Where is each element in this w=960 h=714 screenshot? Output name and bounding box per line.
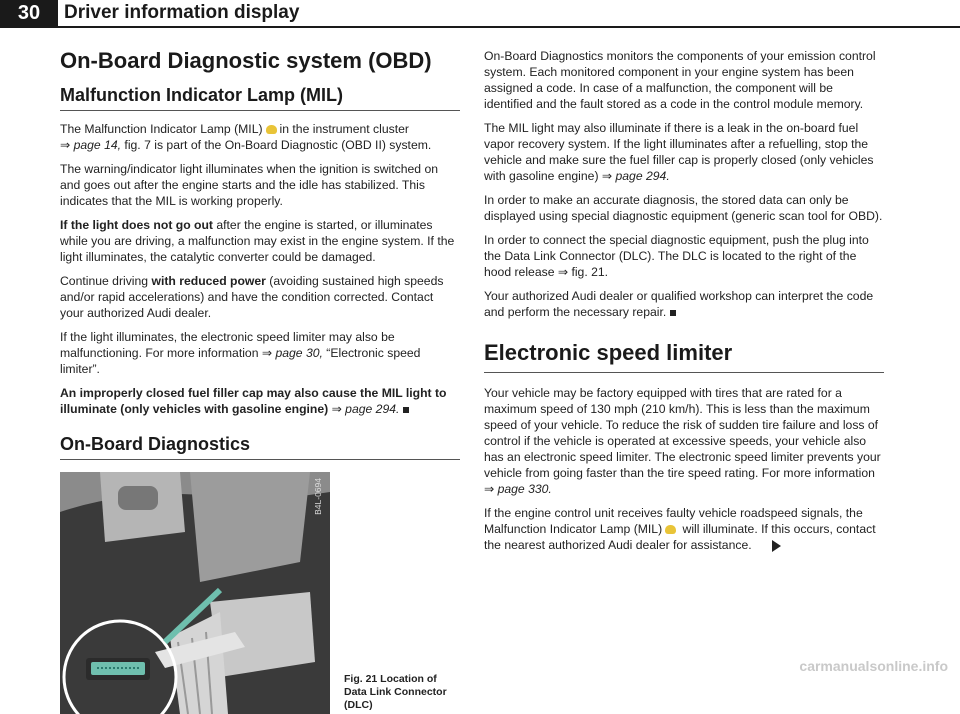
speed-paragraph-2: If the engine control unit receives faulty vehicle roadspeed signals, the Malfunction Indicator Lamp (MIL) will illuminate. If this occurs, contact the nearest authorized Audi dealer for assistance. xyxy=(484,506,876,552)
obd-paragraph-1: On-Board Diagnostics monitors the components of your emission control system. Each monitored component in your engine system has been assigned a code. In case of a malfunction, the component will be identified and the fault stored as a code in the control module memory. xyxy=(484,49,876,111)
speed-limiter-heading: Electronic speed limiter xyxy=(484,340,884,373)
dlc-illustration xyxy=(60,472,330,714)
end-of-section-mark-2 xyxy=(670,310,676,316)
page-330-link[interactable]: ⇒ page 330. xyxy=(484,482,552,496)
right-column xyxy=(484,48,884,561)
mil-paragraph-2: The warning/indicator light illuminates when the ignition is switched on and goes out after the engine starts and the idle has stabilized. This indicates that the MIL is working properly. xyxy=(60,162,439,208)
page-294-link[interactable]: ⇒ page 294. xyxy=(328,402,400,416)
mil-paragraph-5: If the light illuminates, the electronic speed limiter may also be malfunctioning. For more information ⇒ page 30, “Electronic speed limiter”. xyxy=(60,330,421,376)
watermark: carmanualsonline.info xyxy=(799,658,948,674)
obd-heading: On-Board Diagnostics xyxy=(60,433,460,460)
obd-paragraph-5: Your authorized Audi dealer or qualified workshop can interpret the code and perform the necessary repair. xyxy=(484,289,874,319)
page-30-link[interactable]: ⇒ page 30, xyxy=(261,346,323,360)
mil-heading: Malfunction Indicator Lamp (MIL) xyxy=(60,84,460,111)
header-rule xyxy=(0,26,960,28)
mil-lamp-icon xyxy=(266,125,277,134)
dlc-location-figure xyxy=(60,472,330,714)
page-title: On-Board Diagnostic system (OBD) xyxy=(60,48,432,73)
obd-paragraph-2: The MIL light may also illuminate if there is a leak in the on-board fuel vapor recovery system. If the light illuminates after a refuelling, stop the vehicle and make sure the fuel filler cap is properly closed (only vehicles with gasoline engine) ⇒ page 294. xyxy=(484,121,874,183)
figure-code: B4L-0694 xyxy=(313,478,323,515)
speed-paragraph-1: Your vehicle may be factory equipped with tires that are rated for a maximum speed of 130 mph (210 km/h). This is less than the maximum speed of your vehicle. To reduce the risk of sudden tire failure and loss of control if the vehicle is operated at excessive speeds, your vehicle also has an electronic speed limiter. The electronic speed limiter prevents your vehicle from going faster than the tire speed rating. For more information ⇒ page 330. xyxy=(484,386,881,496)
left-column xyxy=(60,48,460,714)
obd-paragraph-4: In order to connect the special diagnostic equipment, push the plug into the Data Link Connector (DLC). The DLC is located to the right of the hood release ⇒ fig. 21. xyxy=(484,233,869,279)
mil-paragraph-4: Continue driving with reduced power (avoiding sustained high speeds and/or rapid accelerations) and have the condition corrected. Contact your authorized Audi dealer. xyxy=(60,274,444,320)
mil-lamp-icon-2 xyxy=(665,525,676,534)
mil-paragraph-6: An improperly closed fuel filler cap may also cause the MIL light to illuminate (only vehicles with gasoline engine) ⇒ page 294. xyxy=(60,386,447,416)
page-number: 30 xyxy=(0,0,58,26)
running-header: Driver information display xyxy=(64,2,300,23)
mil-intro: The Malfunction Indicator Lamp (MIL) in the instrument cluster ⇒ page 14, fig. 7 is part of the On-Board Diagnostic (OBD II) system. xyxy=(60,122,432,152)
end-of-section-mark xyxy=(403,407,409,413)
figure-row xyxy=(60,472,460,714)
page-294-link-2[interactable]: ⇒ page 294. xyxy=(601,169,670,183)
continue-arrow-icon xyxy=(772,540,781,552)
page-14-link[interactable]: ⇒ page 14, xyxy=(60,138,122,152)
mil-paragraph-3: If the light does not go out after the engine is started, or illuminates while you are driving, a malfunction may exist in the engine system. If the light illuminates, the catalytic converter could be damaged. xyxy=(60,218,455,264)
figure-caption: Fig. 21 Location of Data Link Connector (DLC) xyxy=(344,673,447,711)
obd-paragraph-3: In order to make an accurate diagnosis, the stored data can only be displayed using special diagnostic equipment (generic scan tool for OBD). xyxy=(484,193,883,223)
